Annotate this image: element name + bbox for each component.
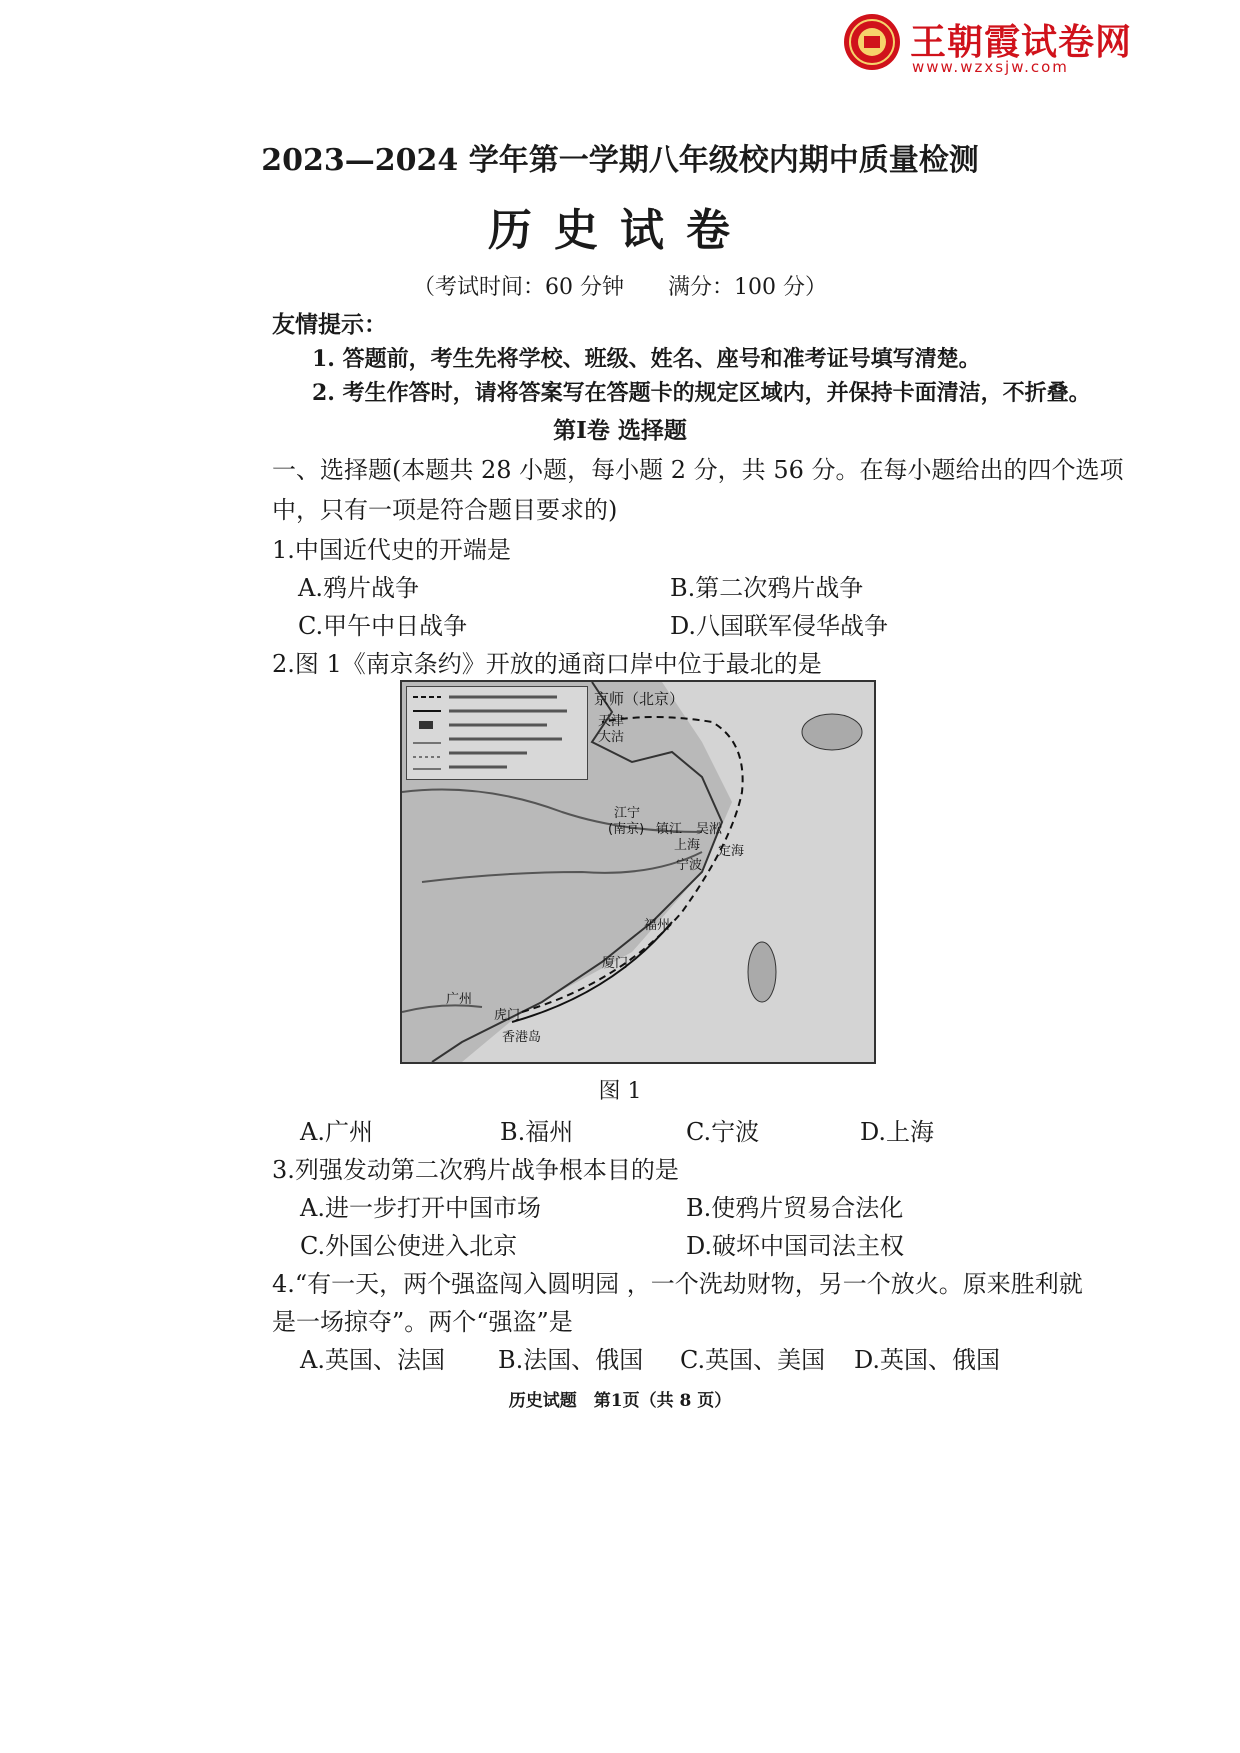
option: A.英国、法国 [300,1346,445,1374]
map-label-shanghai: 上海 [674,838,701,853]
option: C.英国、美国 [680,1346,826,1374]
treaty-ports-map [400,680,876,1064]
option: C.宁波 [686,1118,760,1146]
map-label-hongkong: 香港岛 [502,1030,542,1045]
tip-item: 2. 考生作答时，请将答案写在答题卡的规定区域内，并保持卡面清洁，不折叠。 [312,380,1091,406]
option: A.广州 [300,1118,373,1146]
seal-icon [842,12,902,72]
question-stem: 1.中国近代史的开端是 [272,536,511,564]
section-title: 第Ⅰ卷 选择题 [553,417,687,444]
option: D.破坏中国司法主权 [686,1232,905,1260]
option: B.使鸦片贸易合法化 [686,1194,904,1222]
option: A.鸦片战争 [298,574,419,602]
logo-url: www.wzxsjw.com [912,58,1069,76]
map-label-ningbo: 宁波 [676,858,703,873]
map-label-beijing: 京师（北京） [594,690,685,708]
exam-title: 2023—2024 学年第一学期八年级校内期中质量检测 [261,143,979,178]
question-stem: 是一场掠夺”。两个“强盗”是 [272,1308,573,1336]
map-label-dagu: 大沽 [598,730,625,745]
option: B.福州 [500,1118,574,1146]
map-label-dinghai: 定海 [718,844,745,859]
logo-text: 王朝霞试卷网 [910,22,1133,63]
option: D.八国联军侵华战争 [670,612,889,640]
option: B.第二次鸦片战争 [670,574,864,602]
figure-caption: 图 1 [598,1079,642,1104]
option: D.英国、俄国 [854,1346,1001,1374]
site-logo [842,10,1162,76]
map-label-guangzhou: 广州 [446,992,473,1007]
option: B.法国、俄国 [498,1346,644,1374]
map-label-xiamen: 厦门 [602,956,629,971]
map-label-humen: 虎门 [494,1008,521,1023]
question-stem: 4.“有一天，两个强盗闯入圆明园 ，一个洗劫财物，另一个放火。原来胜利就 [272,1270,1083,1298]
question-stem: 2.图 1《南京条约》开放的通商口岸中位于最北的是 [272,650,822,678]
map-label-zhenjiang: 镇江 [656,822,683,837]
map-label-fuzhou: 福州 [644,918,671,933]
legend-graphic [407,687,585,777]
section-instructions: 中，只有一项是符合题目要求的) [272,496,618,524]
tip-item: 1. 答题前，考生先将学校、班级、姓名、座号和准考证号填写清楚。 [312,346,981,372]
option: C.甲午中日战争 [298,612,468,640]
subject-title: 历史试卷 [488,205,752,256]
map-label-wusong: 吴淞 [696,822,723,837]
map-label-nanjing: (南京) [608,822,645,837]
option: C.外国公使进入北京 [300,1232,518,1260]
section-instructions: 一、选择题(本题共 28 小题，每小题 2 分，共 56 分。在每小题给出的四个选项 [272,456,1124,484]
map-label-jiangning: 江宁 [614,806,641,821]
question-stem: 3.列强发动第二次鸦片战争根本目的是 [272,1156,679,1184]
map-label-tianjin: 天津 [598,714,625,729]
option: A.进一步打开中国市场 [300,1194,541,1222]
map-legend [406,686,588,780]
page-footer: 历史试题 第1页（共 8 页） [508,1391,732,1411]
option: D.上海 [860,1118,935,1146]
tips-heading: 友情提示： [272,311,387,338]
exam-meta: （考试时间：60 分钟 满分：100 分） [413,275,827,300]
